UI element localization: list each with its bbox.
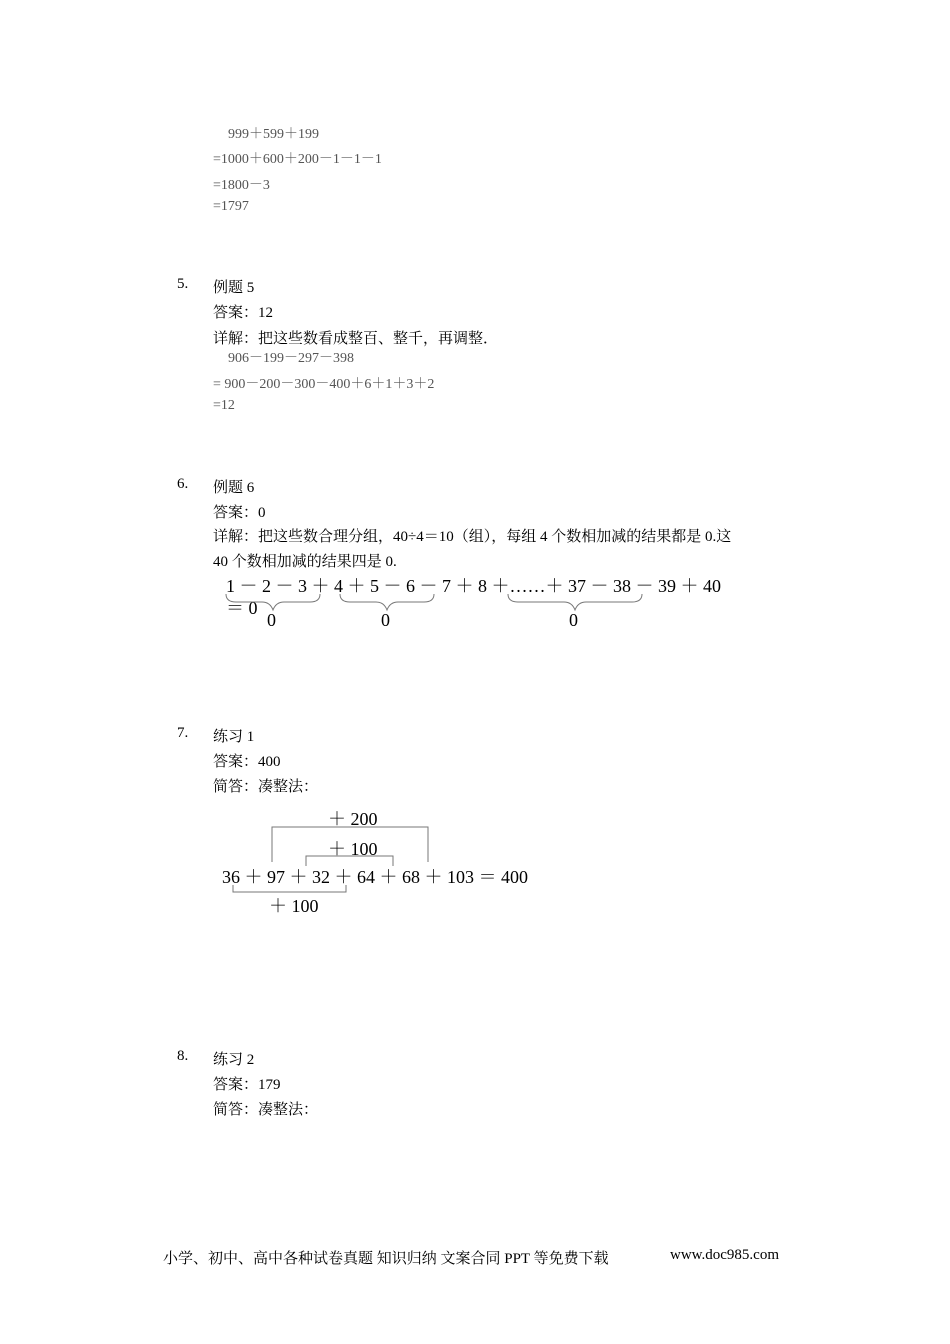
calc-line: =1800－3 — [213, 178, 270, 193]
calc-line: 906－199－297－398 — [228, 351, 354, 366]
footer-text: 小学、初中、高中各种试卷真题 知识归纳 文案合同 PPT 等免费下载 — [163, 1251, 609, 1267]
brace-value: 0 — [381, 610, 390, 630]
bracket-label: ＋ 100 — [328, 839, 378, 859]
brace-value: 0 — [267, 610, 276, 630]
item-number: 5. — [177, 276, 189, 292]
math-expression: 1 － 2 － 3 ＋ 4 ＋ 5 － 6 － 7 ＋ 8 ＋……＋ 37 － 38 － 39 ＋ 40 — [226, 576, 721, 596]
item-title: 练习 2 — [213, 1052, 255, 1068]
calc-line: = 900－200－300－400＋6＋1＋3＋2 — [213, 377, 435, 392]
calc-line: =1000＋600＋200－1－1－1 — [213, 152, 382, 167]
item-explanation-continued: 40 个数相加减的结果四是 0. — [213, 554, 397, 570]
item-number: 7. — [177, 725, 189, 741]
item-explanation: 简答：凑整法： — [213, 779, 319, 795]
math-result: ＝ 0 — [226, 598, 258, 618]
calc-line: =12 — [213, 398, 235, 413]
item-title: 例题 6 — [213, 480, 255, 496]
item-explanation: 详解：把这些数合理分组，40÷4＝10（组），每组 4 个数相加减的结果都是 0.这 — [213, 529, 732, 545]
item-title: 练习 1 — [213, 729, 255, 745]
item-explanation: 详解：把这些数看成整百、整千，再调整． — [213, 331, 499, 347]
item-answer: 答案：179 — [213, 1077, 281, 1093]
calc-line: =1797 — [213, 199, 249, 214]
item-answer: 答案：0 — [213, 505, 266, 521]
calc-line: 999＋599＋199 — [228, 127, 319, 142]
item-answer: 答案：400 — [213, 754, 281, 770]
footer-link[interactable]: www.doc985.com — [670, 1247, 780, 1263]
math-expression: 36 ＋ 97 ＋ 32 ＋ 64 ＋ 68 ＋ 103 ＝ 400 — [222, 867, 528, 887]
bracket-label: ＋ 200 — [328, 809, 378, 829]
brace-value: 0 — [569, 610, 578, 630]
bracket-label: ＋ 100 — [269, 896, 319, 916]
item-answer: 答案：12 — [213, 305, 274, 321]
item-number: 6. — [177, 476, 189, 492]
item-number: 8. — [177, 1048, 189, 1064]
item-title: 例题 5 — [213, 280, 255, 296]
item-explanation: 简答：凑整法： — [213, 1102, 319, 1118]
